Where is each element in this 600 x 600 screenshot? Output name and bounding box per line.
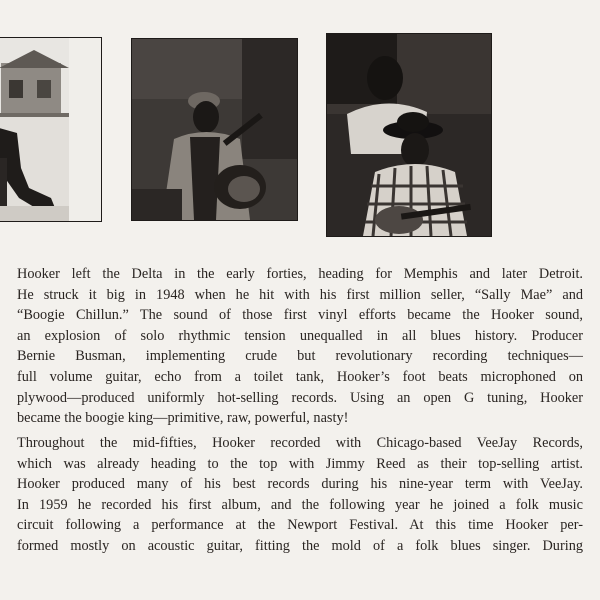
- paragraph-2-line: Throughout the mid-fifties, Hooker recorded with Chicago-based VeeJay Records,: [17, 435, 583, 451]
- photo-porch: [0, 37, 102, 222]
- photo-guitarist: [131, 38, 298, 221]
- photo-plaid-guitarist: [326, 33, 492, 237]
- paragraph-1-line: full volume guitar, echo from a toilet tank, Hooker’s foot beats microphoned on: [17, 368, 583, 385]
- paragraph-2-line: circuit following a performance at the Newport Festival. At this time Hooker per-: [17, 517, 583, 534]
- paragraph-1-line: Bernie Busman, implementing crude but revolutionary recording techniques—: [17, 348, 583, 365]
- paragraph-2: [17, 433, 583, 557]
- photo-porch-image: [0, 38, 101, 221]
- photo-guitarist-image: [132, 39, 297, 220]
- paragraph-1-line: an explosion of solo rhythmic tension unequalled in all blues history. Producer: [17, 327, 583, 344]
- paragraph-1-line: “Boogie Chillun.” The sound of those first vinyl efforts became the Hooker sound,: [17, 307, 583, 324]
- paragraph-2-line: which was already heading to the top with Jimmy Reed as their top-selling artist.: [17, 455, 583, 472]
- paragraph-1-line: plywood—produced uniformly hot-selling records. Using an open G tuning, Hooker: [17, 389, 583, 406]
- photo-plaid-guitarist-image: [327, 34, 491, 236]
- paragraph-2-line: formed mostly on acoustic guitar, fitting the mold of a folk blues singer. During: [17, 537, 583, 554]
- paragraph-1-line: Hooker left the Delta in the early forties, heading for Memphis and later Detroit.: [17, 266, 583, 282]
- paragraph-2-line: In 1959 he recorded his first album, and the following year he joined a folk music: [17, 496, 583, 513]
- paragraph-2-line: Hooker produced many of his best records during his nine-year term with VeeJay.: [17, 476, 583, 493]
- paragraph-1: [17, 264, 583, 429]
- paragraph-1-line: became the boogie king—primitive, raw, powerful, nasty!: [17, 410, 349, 427]
- paragraph-1-line: He struck it big in 1948 when he hit with his first million seller, “Sally Mae” and: [17, 286, 583, 303]
